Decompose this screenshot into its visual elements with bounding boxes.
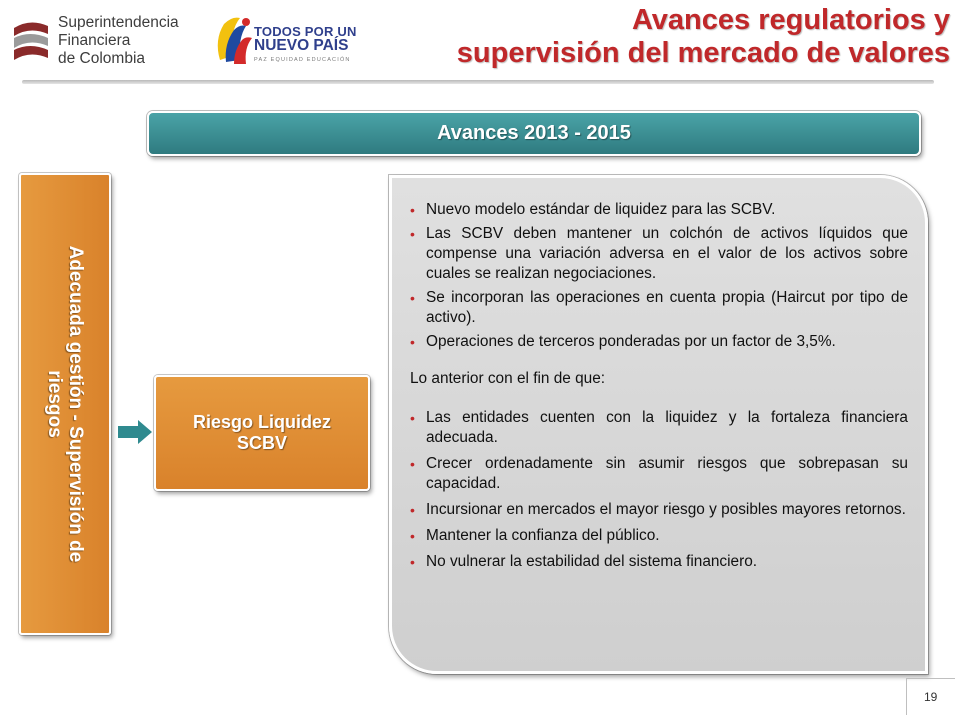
government-slogan-line3: PAZ EQUIDAD EDUCACIÓN (254, 57, 351, 63)
government-slogan-line1: TODOS POR UN (254, 24, 357, 39)
category-vertical-bar (19, 173, 111, 635)
list-item: • Operaciones de terceros ponderadas por un factor de 3,5%. (410, 332, 908, 352)
bottom-bullet-list (410, 408, 908, 572)
list-item: • Mantener la confianza del público. (410, 526, 908, 546)
list-item: • Crecer ordenadamente sin asumir riesgos que sobrepasan su capacidad. (410, 454, 908, 494)
page-title: Avances regulatorios y supervisión del mercado de valores (456, 4, 950, 69)
intro-paragraph: Lo anterior con el fin de que: (410, 370, 606, 387)
topic-box (154, 375, 370, 491)
content-text (410, 200, 908, 578)
top-bullet-list (410, 200, 908, 352)
list-item: • Nuevo modelo estándar de liquidez para las SCBV. (410, 200, 908, 220)
list-item: • Las entidades cuenten con la liquidez y la fortaleza financiera adecuada. (410, 408, 908, 448)
header-divider (22, 80, 934, 84)
topic-label-line2: SCBV (236, 433, 287, 453)
category-label: Adecuada gestión - Supervisión de riesgos (44, 245, 86, 563)
topic-label-line1: Riesgo Liquidez (192, 412, 331, 432)
right-arrow-icon (118, 418, 154, 446)
section-banner: Avances 2013 - 2015 (147, 111, 921, 156)
government-slogan-line2: NUEVO PAÍS (254, 37, 349, 54)
list-item: • Se incorporan las operaciones en cuenta propia (Haircut por tipo de activo). (410, 288, 908, 328)
organization-name: Superintendencia Financiera de Colombia (58, 14, 179, 67)
list-item: • Incursionar en mercados el mayor riesgo y posibles mayores retornos. (410, 500, 908, 520)
list-item: • Las SCBV deben mantener un colchón de activos líquidos que compense una variación adversa en el valor de los activos sobre cuales se realizan negociaciones. (410, 224, 908, 284)
list-item: • No vulnerar la estabilidad del sistema financiero. (410, 552, 908, 572)
page-number: 19 (924, 690, 938, 704)
